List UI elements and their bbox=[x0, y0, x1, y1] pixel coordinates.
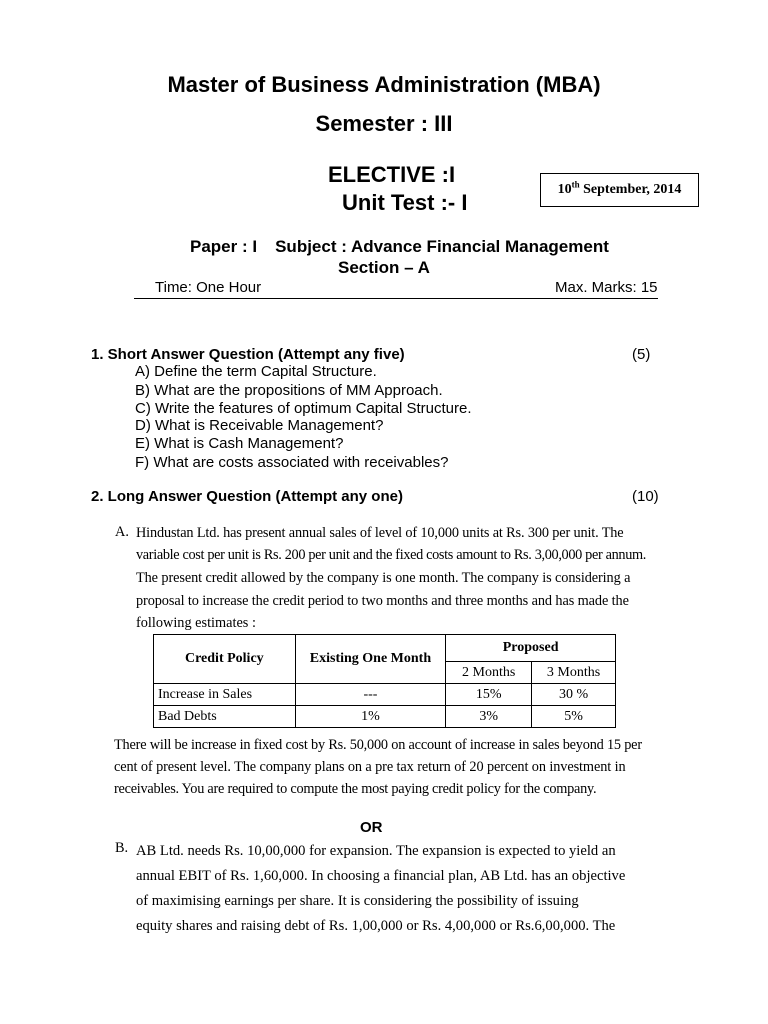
option-a-after-line: receivables. You are required to compute the most paying credit policy for the company. bbox=[114, 781, 597, 797]
q1-item-b: B) What are the propositions of MM Approach. bbox=[135, 382, 443, 399]
row-label: Bad Debts bbox=[154, 706, 296, 728]
option-b-label: B. bbox=[115, 840, 129, 856]
option-a-label: A. bbox=[115, 524, 129, 540]
date-day: 10 bbox=[557, 182, 572, 197]
q1-item-e: E) What is Cash Management? bbox=[135, 435, 344, 452]
question-2-heading: 2. Long Answer Question (Attempt any one) bbox=[91, 488, 403, 505]
question-1-heading: 1. Short Answer Question (Attempt any five) bbox=[91, 346, 405, 363]
table-cell: --- bbox=[295, 684, 446, 706]
max-marks: Max. Marks: 15 bbox=[555, 279, 658, 296]
or-separator: OR bbox=[360, 819, 383, 836]
table-cell: 30 % bbox=[532, 684, 616, 706]
document-title: Master of Business Administration (MBA) bbox=[167, 72, 601, 97]
table-row bbox=[154, 684, 616, 706]
option-b-line: AB Ltd. needs Rs. 10,00,000 for expansion. The expansion is expected to yield an bbox=[136, 843, 616, 859]
option-a-line: Hindustan Ltd. has present annual sales of level of 10,000 units at Rs. 300 per unit. The bbox=[136, 525, 624, 541]
column-header-existing: Existing One Month bbox=[295, 635, 446, 684]
option-a-after-line: cent of present level. The company plans on a pre tax return of 20 percent on investment in bbox=[114, 759, 626, 775]
option-a-after-line: There will be increase in fixed cost by Rs. 50,000 on account of increase in sales beyond 15 per bbox=[114, 737, 642, 753]
option-a-line: proposal to increase the credit period to two months and three months and has made the bbox=[136, 593, 629, 609]
column-header-credit-policy: Credit Policy bbox=[154, 635, 296, 684]
section-heading: Section – A bbox=[338, 258, 430, 277]
table-cell: 15% bbox=[446, 684, 532, 706]
table-cell: 3% bbox=[446, 706, 532, 728]
q1-item-d: D) What is Receivable Management? bbox=[135, 417, 384, 434]
option-b-line: equity shares and raising debt of Rs. 1,00,000 or Rs. 4,00,000 or Rs.6,00,000. The bbox=[136, 918, 616, 934]
paper-subject-line bbox=[190, 237, 609, 257]
table-cell: 1% bbox=[295, 706, 446, 728]
subject-name: Subject : Advance Financial Management bbox=[275, 237, 609, 256]
credit-policy-table bbox=[153, 634, 616, 728]
header-divider bbox=[134, 298, 658, 299]
exam-date-box bbox=[540, 173, 699, 207]
q1-item-f: F) What are costs associated with receivables? bbox=[135, 454, 449, 471]
date-month-year: September, 2014 bbox=[579, 182, 682, 197]
elective-heading: ELECTIVE :I bbox=[328, 162, 456, 187]
column-header-proposed: Proposed bbox=[446, 635, 616, 662]
q1-item-c: C) Write the features of optimum Capital Structure. bbox=[135, 400, 472, 417]
option-a-line: following estimates : bbox=[136, 615, 256, 631]
q1-item-a: A) Define the term Capital Structure. bbox=[135, 363, 377, 380]
date-suffix: th bbox=[571, 179, 580, 190]
question-1-marks: (5) bbox=[632, 346, 651, 363]
exam-time: Time: One Hour bbox=[155, 279, 262, 296]
unit-test-heading: Unit Test :- I bbox=[342, 190, 468, 215]
table-row bbox=[154, 706, 616, 728]
option-a-line: The present credit allowed by the company is one month. The company is considering a bbox=[136, 570, 631, 586]
semester-heading: Semester : III bbox=[315, 111, 453, 136]
row-label: Increase in Sales bbox=[154, 684, 296, 706]
option-b-line: annual EBIT of Rs. 1,60,000. In choosing a financial plan, AB Ltd. has an objective bbox=[136, 868, 626, 884]
question-2-marks: (10) bbox=[632, 488, 659, 505]
option-a-line: variable cost per unit is Rs. 200 per unit and the fixed costs amount to Rs. 3,00,000 per annum. bbox=[136, 547, 646, 563]
column-header-3-months: 3 Months bbox=[532, 662, 616, 684]
table-cell: 5% bbox=[532, 706, 616, 728]
column-header-2-months: 2 Months bbox=[446, 662, 532, 684]
paper-number: Paper : I bbox=[190, 237, 258, 256]
option-b-line: of maximising earnings per share. It is considering the possibility of issuing bbox=[136, 893, 579, 909]
